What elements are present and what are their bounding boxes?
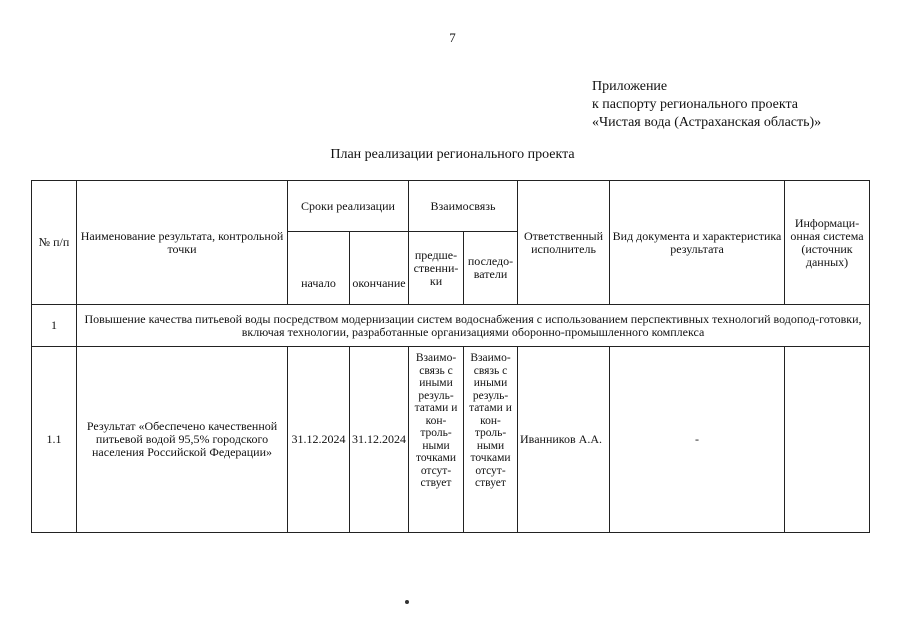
row-predecessors: Взаимо-связь с иными резуль-татами и кон-троль-ными точками отсут-ствует bbox=[409, 347, 464, 533]
header-num: № п/п bbox=[32, 181, 77, 305]
appendix-line-1: Приложение bbox=[592, 79, 668, 94]
page-number: 7 bbox=[449, 30, 456, 45]
document-title: План реализации регионального проекта bbox=[330, 147, 575, 162]
appendix-line-2: к паспорту регионального проекта bbox=[592, 97, 798, 112]
header-end: окончание bbox=[350, 232, 409, 305]
row-name: Результат «Обеспечено качественной питьевой водой 95,5% городского населения Российской Федерации» bbox=[77, 347, 288, 533]
header-name: Наименование результата, контрольной точки bbox=[77, 181, 288, 305]
appendix-line-3: «Чистая вода (Астраханская область)» bbox=[592, 115, 822, 130]
header-terms: Сроки реализации bbox=[288, 181, 409, 232]
header-row-1 bbox=[32, 181, 870, 232]
row-start-date: 31.12.2024 bbox=[288, 347, 350, 533]
plan-table bbox=[31, 180, 870, 533]
header-responsible: Ответственный исполнитель bbox=[518, 181, 610, 305]
header-document: Вид документа и характеристика результата bbox=[610, 181, 785, 305]
header-predecessors: предше-ственни-ки bbox=[409, 232, 464, 305]
header-successors: последо-ватели bbox=[464, 232, 518, 305]
header-start: начало bbox=[288, 232, 350, 305]
row-num: 1.1 bbox=[32, 347, 77, 533]
row-document: - bbox=[610, 347, 785, 533]
row-info-system bbox=[785, 347, 870, 533]
appendix-block bbox=[592, 78, 821, 132]
header-relation: Взаимосвязь bbox=[409, 181, 518, 232]
header-info-system: Информаци-онная система (источник данных) bbox=[785, 181, 870, 305]
row-successors: Взаимо-связь с иными резуль-татами и кон-троль-ными точками отсут-ствует bbox=[464, 347, 518, 533]
row-responsible: Иванников А.А. bbox=[518, 347, 610, 533]
scan-speck bbox=[405, 600, 409, 604]
table-row bbox=[32, 347, 870, 533]
section-text: Повышение качества питьевой воды посредством модернизации систем водоснабжения с использованием перспективных технологий водопод-готовки, включая технологии, разработанные организациями оборонно-промышленного комплекса bbox=[77, 305, 870, 347]
section-num: 1 bbox=[32, 305, 77, 347]
row-end-date: 31.12.2024 bbox=[350, 347, 409, 533]
section-row bbox=[32, 305, 870, 347]
